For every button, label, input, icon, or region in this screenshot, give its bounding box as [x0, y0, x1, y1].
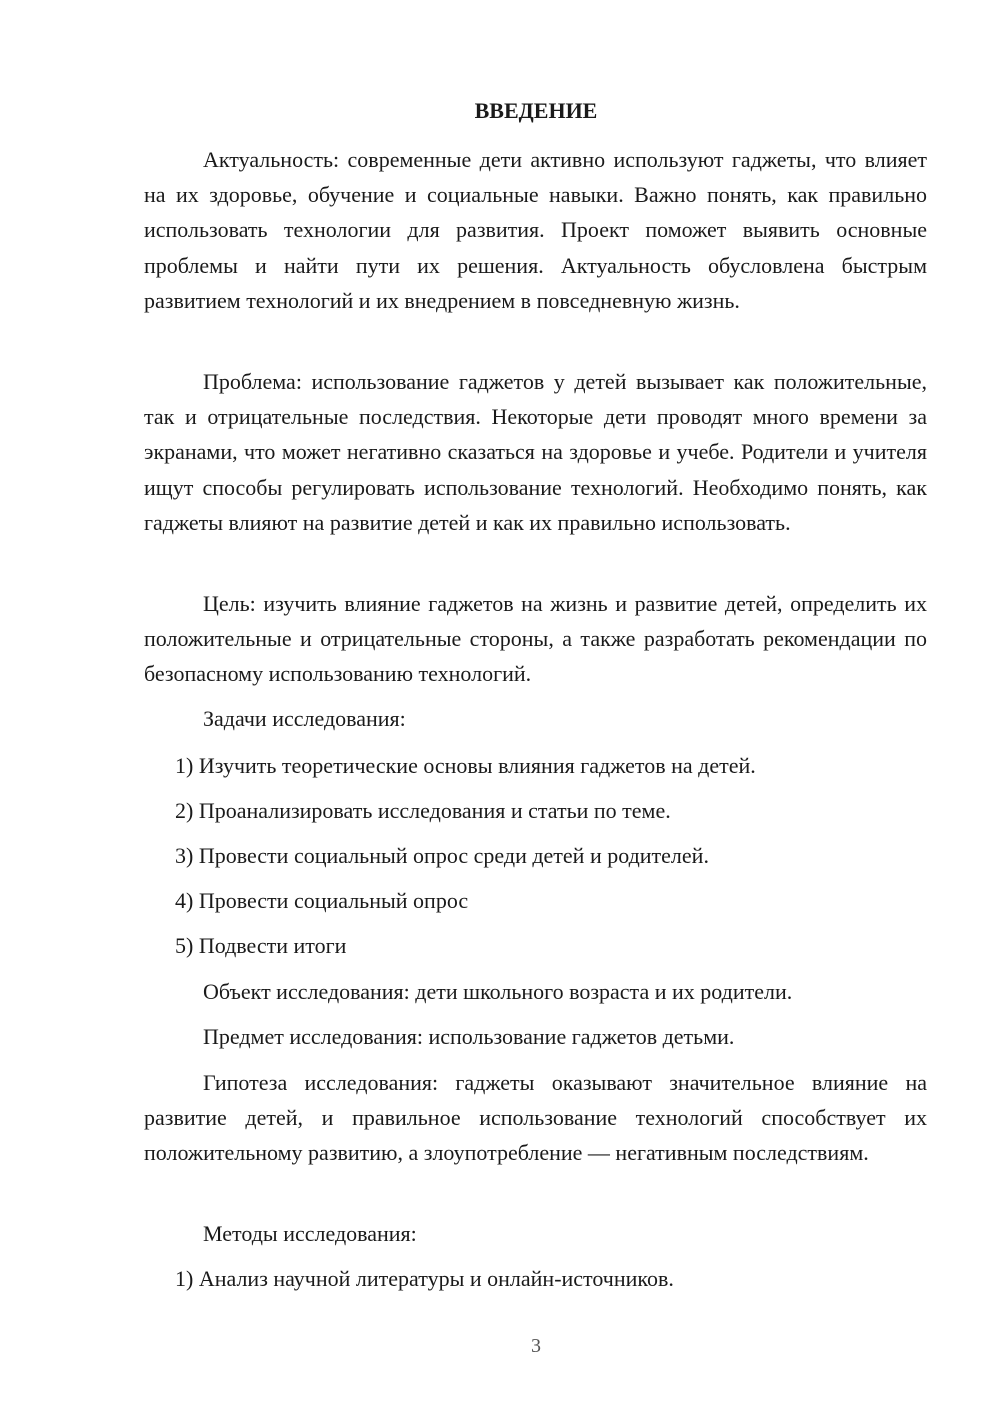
- task-item-1: 1) Изучить теоретические основы влияния гаджетов на детей.: [175, 753, 756, 778]
- page-title: ВВЕДЕНИЕ: [474, 98, 598, 123]
- relevance-paragraph: Актуальность: современные дети активно используют гаджеты, что влияет на их здоровье, обучение и социальные навыки. Важно понять, как правильно использовать технологии для развития. Проект поможет выявить основные проблемы и найти пути их решения. Актуальность обусловлена быстрым развитием технологий и их внедрением в повседневную жизнь.: [144, 147, 927, 313]
- task-item-2: 2) Проанализировать исследования и статьи по теме.: [175, 798, 671, 823]
- task-item-4: 4) Провести социальный опрос: [175, 888, 469, 913]
- problem-paragraph: Проблема: использование гаджетов у детей вызывает как положительные, так и отрицательные последствия. Некоторые дети проводят много времени за экранами, что может негативно сказаться на здоровье и учебе. Родители и учителя ищут способы регулировать использование технологий. Необходимо понять, как гаджеты влияют на развитие детей и как их правильно использовать.: [144, 369, 927, 535]
- object-paragraph: Объект исследования: дети школьного возраста и их родители.: [203, 979, 793, 1004]
- task-item-5: 5) Подвести итоги: [175, 933, 347, 958]
- method-item-1: 1) Анализ научной литературы и онлайн-источников.: [175, 1266, 674, 1291]
- task-item-3: 3) Провести социальный опрос среди детей и родителей.: [175, 843, 709, 868]
- hypothesis-paragraph: Гипотеза исследования: гаджеты оказывают значительное влияние на развитие детей, и правильное использование технологий способствует их положительному развитию, а злоупотребление — негативным последствиям.: [144, 1070, 927, 1166]
- methods-heading: Методы исследования:: [203, 1221, 417, 1246]
- subject-paragraph: Предмет исследования: использование гаджетов детьми.: [203, 1024, 735, 1049]
- tasks-heading: Задачи исследования:: [203, 706, 406, 731]
- page-number: 3: [531, 1335, 541, 1357]
- goal-paragraph: Цель: изучить влияние гаджетов на жизнь и развитие детей, определить их положительные и отрицательные стороны, а также разработать рекомендации по безопасному использованию технологий.: [144, 591, 927, 687]
